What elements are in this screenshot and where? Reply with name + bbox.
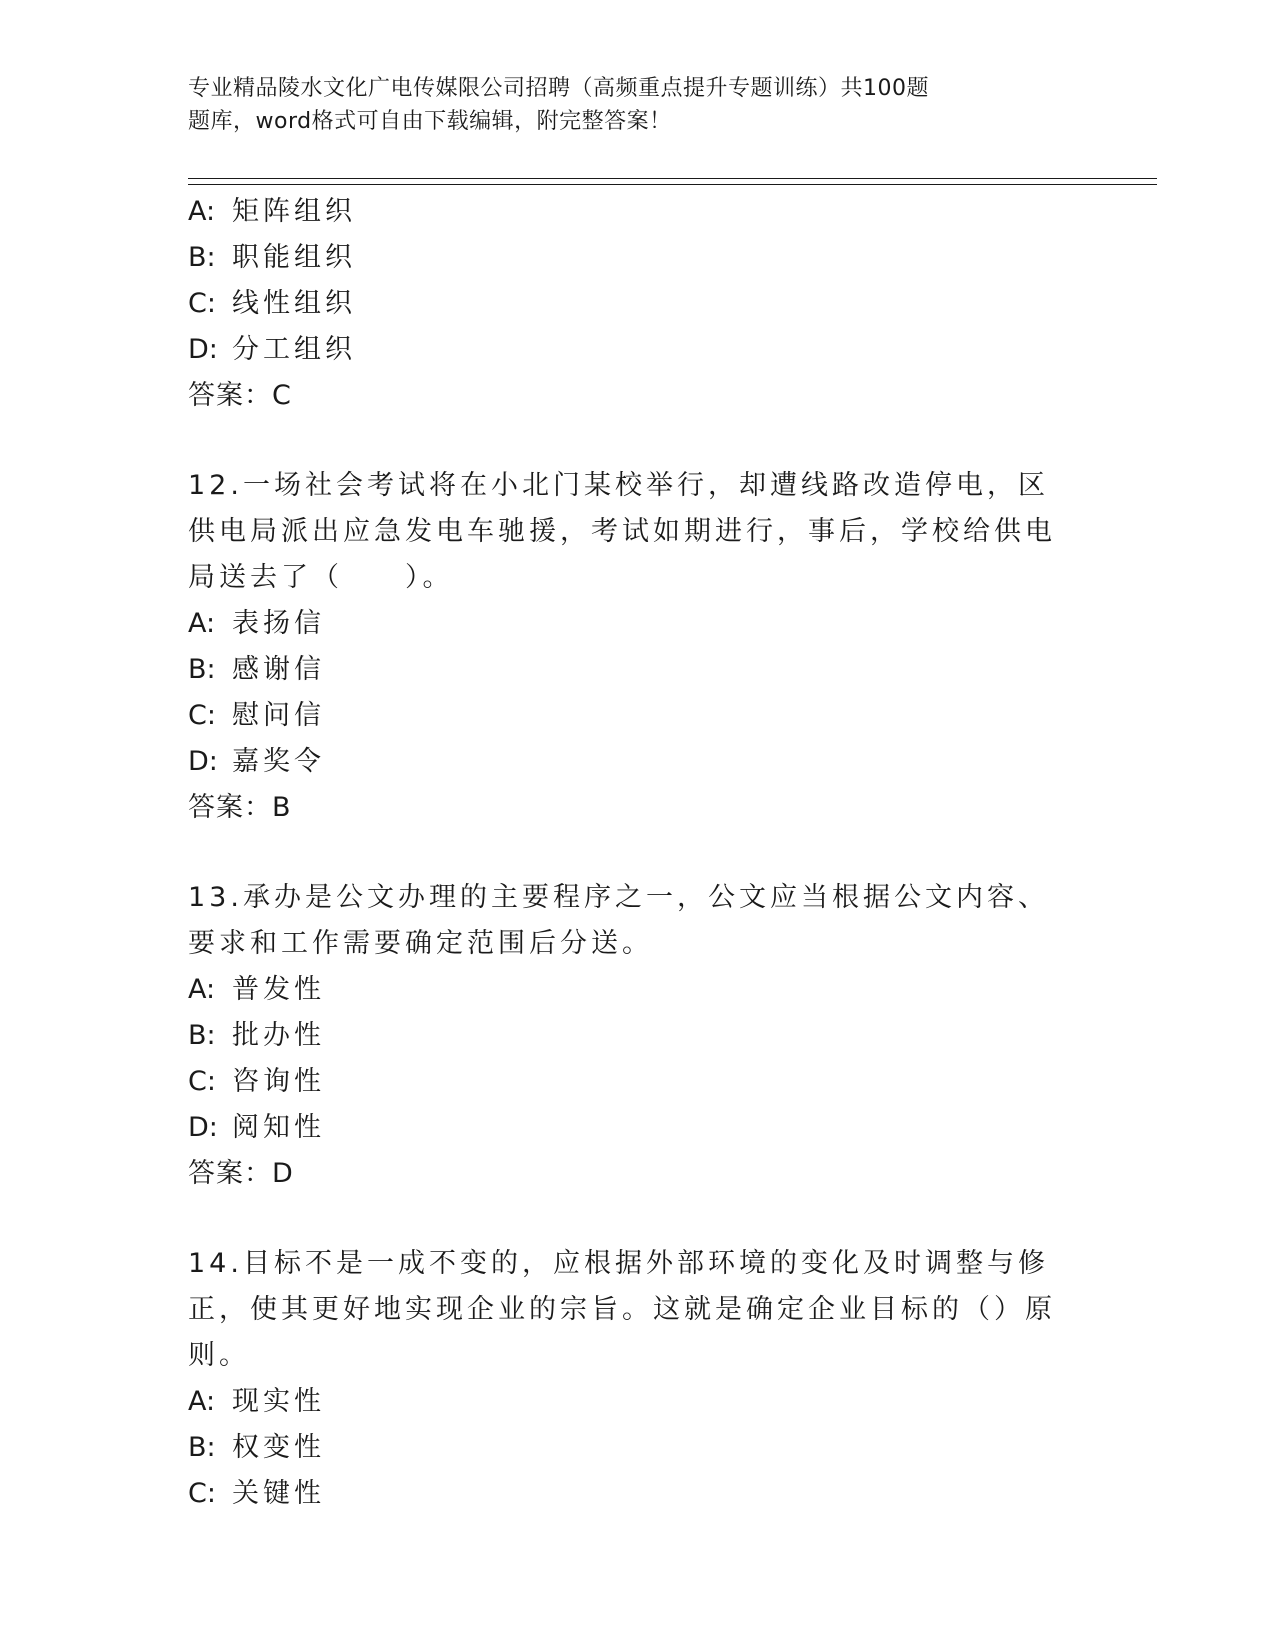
question-gap — [188, 831, 1078, 875]
option-letter: B: — [188, 242, 216, 273]
question-text: 14.目标不是一成不变的，应根据外部环境的变化及时调整与修正，使其更好地实现企业的宗旨。这就是确定企业目标的（）原则。 — [188, 1248, 1056, 1371]
option-a — [188, 1379, 1078, 1425]
option-letter: D: — [188, 334, 218, 365]
option-letter: C: — [188, 700, 216, 731]
question-13 — [188, 875, 1078, 1197]
option-text: 权变性 — [232, 1432, 325, 1463]
option-text: 线性组织 — [232, 288, 356, 319]
option-b — [188, 1013, 1078, 1059]
header-title-line-1: 专业精品陵水文化广电传媒限公司招聘（高频重点提升专题训练）共100题 — [188, 76, 929, 101]
question-12 — [188, 463, 1078, 831]
option-letter: C: — [188, 1066, 216, 1097]
option-letter: C: — [188, 1478, 216, 1509]
question-gap — [188, 419, 1078, 463]
option-a — [188, 967, 1078, 1013]
question-gap — [188, 1197, 1078, 1241]
option-letter: D: — [188, 1112, 218, 1143]
option-letter: C: — [188, 288, 216, 319]
option-text: 咨询性 — [232, 1066, 325, 1097]
option-d — [188, 739, 1078, 785]
option-a — [188, 189, 1078, 235]
option-letter: B: — [188, 654, 216, 685]
option-text: 普发性 — [232, 974, 325, 1005]
question-list — [188, 189, 1078, 1517]
option-text: 表扬信 — [232, 608, 325, 639]
option-letter: A: — [188, 1386, 216, 1417]
option-text: 现实性 — [232, 1386, 325, 1417]
option-text: 职能组织 — [232, 242, 356, 273]
option-a — [188, 601, 1078, 647]
option-text: 关键性 — [232, 1478, 325, 1509]
option-letter: B: — [188, 1432, 216, 1463]
option-d — [188, 1105, 1078, 1151]
option-b — [188, 647, 1078, 693]
answer-line: 答案：D — [188, 1158, 294, 1189]
option-d — [188, 327, 1078, 373]
question-text: 12.一场社会考试将在小北门某校举行，却遭线路改造停电，区供电局派出应急发电车驰援，考试如期进行，事后，学校给供电局送去了（ ）。 — [188, 470, 1056, 593]
header-title-line-2: 题库，word格式可自由下载编辑，附完整答案！ — [188, 109, 672, 134]
option-letter: D: — [188, 746, 218, 777]
question-text: 13.承办是公文办理的主要程序之一，公文应当根据公文内容、要求和工作需要确定范围后分送。 — [188, 882, 1049, 959]
header-double-rule — [188, 178, 1157, 185]
option-b — [188, 1425, 1078, 1471]
option-text: 批办性 — [232, 1020, 325, 1051]
option-c — [188, 281, 1078, 327]
option-text: 慰问信 — [232, 700, 325, 731]
option-letter: A: — [188, 974, 216, 1005]
option-c — [188, 1059, 1078, 1105]
option-text: 阅知性 — [232, 1112, 325, 1143]
option-c — [188, 1471, 1078, 1517]
option-letter: A: — [188, 608, 216, 639]
option-letter: A: — [188, 196, 216, 227]
page-header — [188, 72, 1038, 138]
answer-line: 答案：C — [188, 380, 292, 411]
option-c — [188, 693, 1078, 739]
answer-line: 答案：B — [188, 792, 292, 823]
option-text: 分工组织 — [232, 334, 356, 365]
option-text: 矩阵组织 — [232, 196, 356, 227]
option-b — [188, 235, 1078, 281]
question-11 — [188, 189, 1078, 419]
option-letter: B: — [188, 1020, 216, 1051]
option-text: 感谢信 — [232, 654, 325, 685]
option-text: 嘉奖令 — [232, 746, 325, 777]
question-14 — [188, 1241, 1078, 1517]
